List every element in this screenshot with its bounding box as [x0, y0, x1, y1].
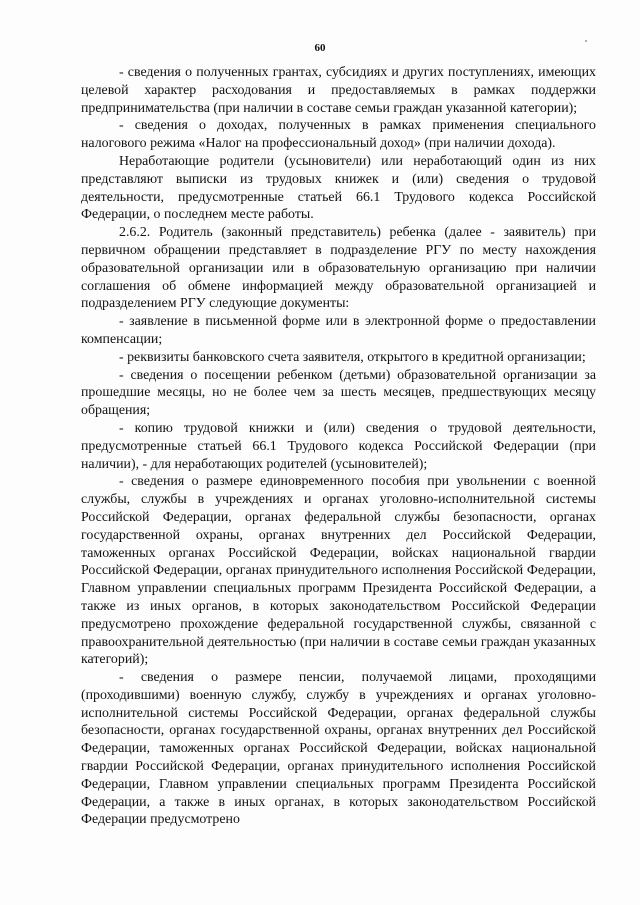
paragraph-application: - заявление в письменной форме или в электронной форме о предоставлении компенсации;: [81, 314, 596, 347]
scan-speck: [585, 40, 587, 42]
paragraph-professional-income: - сведения о доходах, полученных в рамках применения специального налогового режима «Налог на профессиональный доход» (при наличии дохода).: [81, 118, 596, 152]
paragraph-attendance: - сведения о посещении ребенком (детьми) образовательной организации за прошедшие месяцы, но не более чем за шесть месяцев, предшествующих месяцу обращения;: [81, 367, 596, 419]
paragraph-bank-details: - реквизиты банковского счета заявителя, открытого в кредитной организации;: [119, 349, 586, 365]
paragraph-grants: - сведения о полученных грантах, субсидиях и других поступлениях, имеющих целевой характер расходования и предоставляемых в рамках поддержки предпринимательства (при наличии в составе семьи граждан указанной категории);: [81, 65, 596, 116]
paragraph-pension: - сведения о размере пенсии, получаемой лицами, проходящими (проходившими) военную службу, службу в учреждениях и органах уголовно-исполнительной системы Российской Федерации, органах федеральной службы безопасности, органах государственной охраны, органах внутренних дел Российской Федерации, таможенных органах Российской Федерации, войсках национальной гвардии Российской Федерации, органах принудительного исполнения Российской Федерации, Главном управлении специальных программ Президента Российской Федерации, а также в иных органах, в которых законодательством Российской Федерации предусмотрено: [81, 670, 596, 828]
paragraph-2-6-2: 2.6.2. Родитель (законный представитель) ребенка (далее - заявитель) при первичном обращении представляет в подразделение РГУ по месту нахождения образовательной организации или в образовательную организацию при наличии соглашения об обмене информацией между образовательной организацией и подразделением РГУ следующие документы:: [81, 225, 596, 312]
paragraph-work-record: - копию трудовой книжки и (или) сведения о трудовой деятельности, предусмотренные статьей 66.1 Трудового кодекса Российской Федерации (при наличии), - для неработающих родителей (усыновителей);: [81, 420, 596, 472]
paragraph-severance: - сведения о размере единовременного пособия при увольнении с военной службы, службы в учреждениях и органах уголовно-исполнительной системы Российской Федерации, органах федеральной службы безопасности, органах государственной охраны, органах внутренних дел Российской Федерации, таможенных органах Российской Федерации, войсках национальной гвардии Российской Федерации, органах принудительного исполнения Российской Федерации, Главном управлении специальных программ Президента Российской Федерации, а также из иных органов, в которых законодательством Российской Федерации предусмотрено прохождение федеральной государственной службы, связанной с правоохранительной деятельностью (при наличии в составе семьи граждан указанных категорий);: [81, 474, 596, 668]
paragraph-unemployed-parents: Неработающие родители (усыновители) или неработающий один из них представляют выписки из трудовых книжек и (или) сведения о трудовой деятельности, предусмотренные статьей 66.1 Трудового кодекса Российской Федерации, о последнем месте работы.: [81, 153, 596, 223]
body-text: [81, 64, 596, 829]
page-number: 60: [314, 42, 326, 54]
